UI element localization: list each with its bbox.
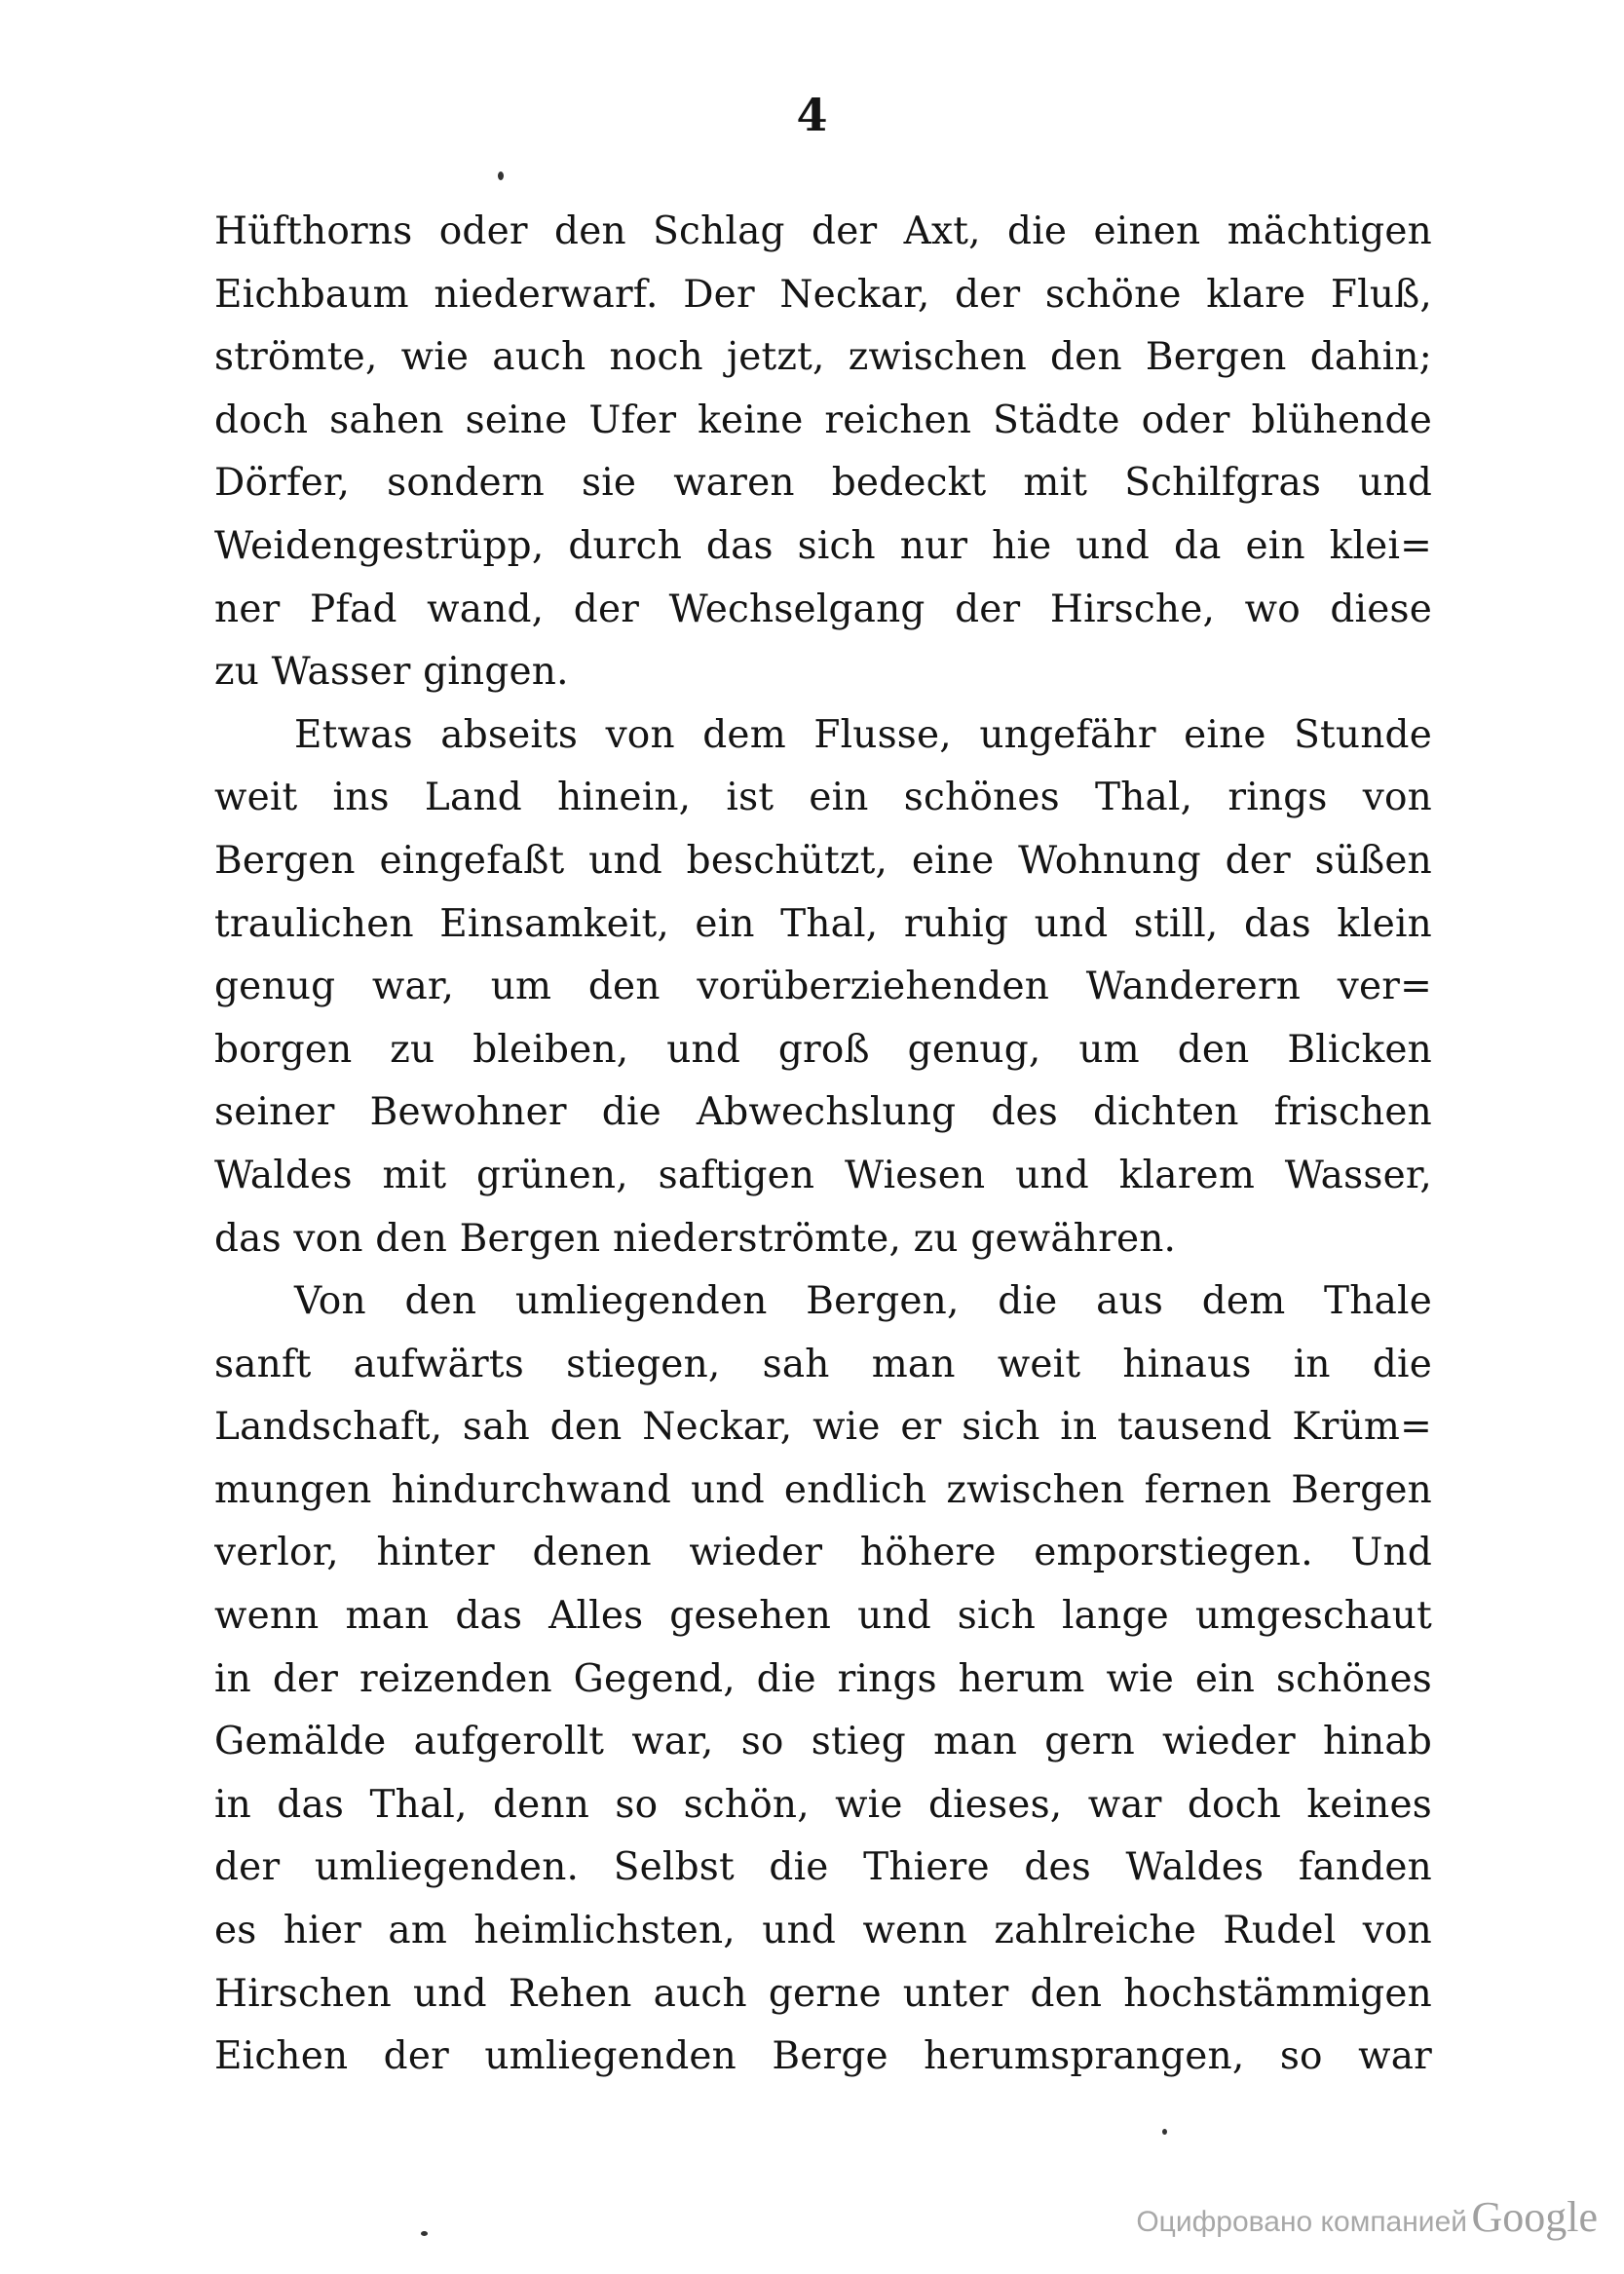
- page-number: 4: [796, 89, 828, 141]
- text-line: seiner Bewohner die Abwechslung des dichten frischen: [214, 1090, 1432, 1135]
- text-line: verlor, hinter denen wieder höhere emporstiegen. Und: [214, 1531, 1432, 1575]
- text-line: ner Pfad wand, der Wechselgang der Hirsche, wo diese: [214, 587, 1432, 631]
- text-line: wenn man das Alles gesehen und sich lange umgeschaut: [214, 1594, 1432, 1639]
- text-line: Waldes mit grünen, saftigen Wiesen und klarem Wasser,: [214, 1153, 1432, 1197]
- text-line: borgen zu bleiben, und groß genug, um den Blicken: [214, 1027, 1432, 1072]
- text-line: Hirschen und Rehen auch gerne unter den hochstämmigen: [214, 1971, 1432, 2016]
- text-line: Gemälde aufgerollt war, so stieg man gern wieder hinab: [214, 1720, 1432, 1764]
- paragraph-1: [214, 201, 1432, 704]
- text-line: in der reizenden Gegend, die rings herum wie ein schönes: [214, 1656, 1432, 1701]
- text-line: das von den Bergen niederströmte, zu gewähren.: [214, 1216, 1177, 1261]
- text-line: Landschaft, sah den Neckar, wie er sich in tausend Krüm=: [214, 1405, 1432, 1450]
- text-line: Dörfer, sondern sie waren bedeckt mit Schilfgras und: [214, 461, 1432, 506]
- scan-speck: [498, 171, 504, 180]
- scan-speck: [1162, 2129, 1167, 2135]
- text-line: traulichen Einsamkeit, ein Thal, ruhig und still, das klein: [214, 901, 1432, 946]
- watermark-text: Оцифровано компанией: [1136, 2206, 1468, 2238]
- text-line: der umliegenden. Selbst die Thiere des Waldes fanden: [214, 1845, 1432, 1890]
- text-line: Hüfthorns oder den Schlag der Axt, die einen mächtigen: [214, 209, 1432, 253]
- text-line: Bergen eingefaßt und beschützt, eine Wohnung der süßen: [214, 838, 1432, 883]
- text-line: Weidengestrüpp, durch das sich nur hie und da ein klei=: [214, 523, 1432, 568]
- text-line: doch sahen seine Ufer keine reichen Städte oder blühende: [214, 398, 1432, 442]
- text-line: es hier am heimlichsten, und wenn zahlreiche Rudel von: [214, 1909, 1432, 1953]
- text-line: sanft aufwärts stiegen, sah man weit hinaus in die: [214, 1342, 1432, 1386]
- paragraph-2: [214, 704, 1432, 1270]
- text-line: strömte, wie auch noch jetzt, zwischen den Bergen dahin;: [214, 335, 1432, 380]
- body-text: [214, 201, 1432, 2089]
- digitization-watermark: [1136, 2192, 1598, 2242]
- text-line: in das Thal, denn so schön, wie dieses, war doch keines: [214, 1782, 1432, 1827]
- paragraph-3: [214, 1270, 1432, 2089]
- google-logo: Google: [1471, 2193, 1598, 2241]
- text-line: genug war, um den vorüberziehenden Wanderern ver=: [214, 965, 1432, 1009]
- text-line: Eichen der umliegenden Berge herumsprangen, so war: [214, 2034, 1432, 2079]
- text-line: weit ins Land hinein, ist ein schönes Thal, rings von: [214, 776, 1432, 820]
- text-line: Etwas abseits von dem Flusse, ungefähr eine Stunde: [294, 712, 1432, 757]
- text-line: Eichbaum niederwarf. Der Neckar, der schöne klare Fluß,: [214, 272, 1432, 317]
- text-line: mungen hindurchwand und endlich zwischen fernen Bergen: [214, 1467, 1432, 1512]
- text-line: zu Wasser gingen.: [214, 650, 569, 695]
- text-line: Von den umliegenden Bergen, die aus dem Thale: [294, 1279, 1432, 1324]
- scan-speck: [421, 2231, 428, 2236]
